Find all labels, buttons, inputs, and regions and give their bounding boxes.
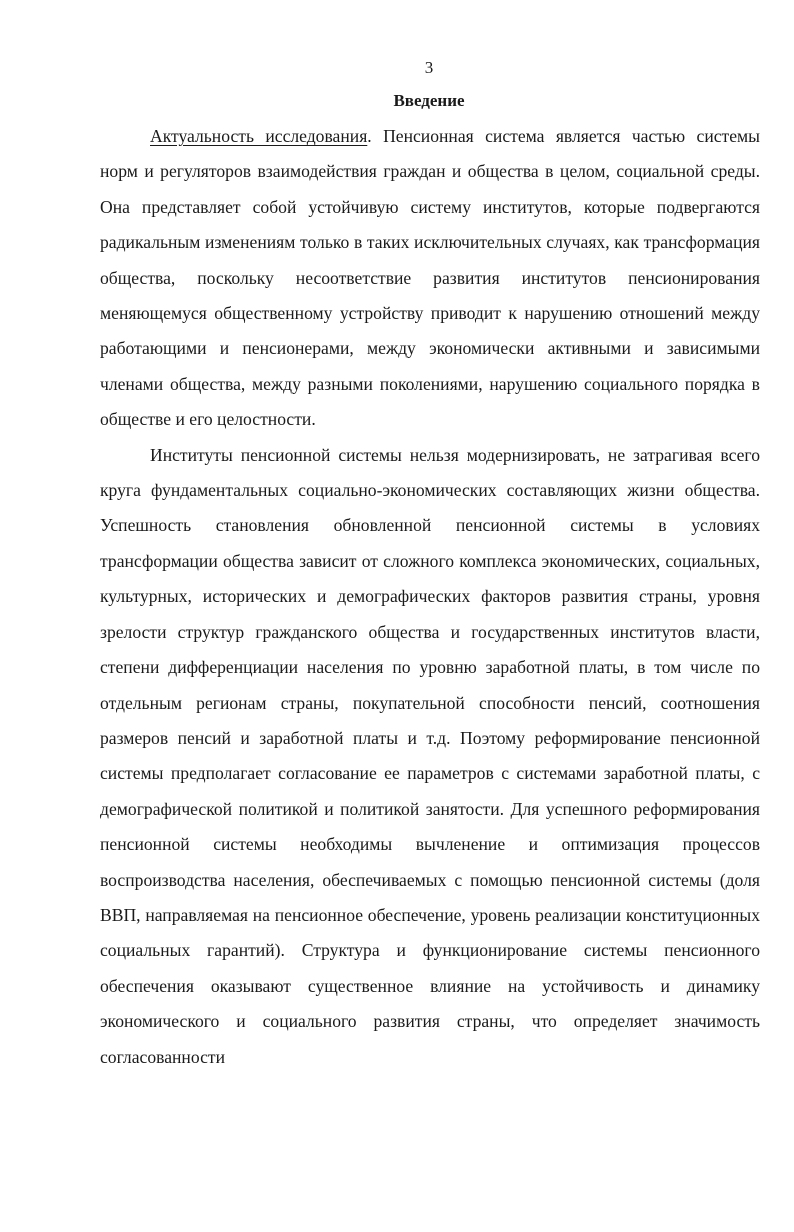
paragraph-relevance	[100, 119, 760, 438]
paragraph-text: Институты пенсионной системы нельзя модернизировать, не затрагивая всего круга фундаментальных социально-экономических составляющих жизни общества. Успешность становления обновленной пенсионной системы в условиях трансформации общества зависит от сложного комплекса экономических, социальных, культурных, исторических и демографических факторов развития страны, уровня зрелости структур гражданского общества и государственных институтов власти, степени дифференциации населения по уровню заработной платы, в том числе по отдельным регионам страны, покупательной способности пенсий, соотношения размеров пенсий и заработной платы и т.д. Поэтому реформирование пенсионной системы предполагает согласование ее параметров с системами заработной платы, с демографической политикой и политикой занятости. Для успешного реформирования пенсионной системы необходимы вычленение и оптимизация процессов воспроизводства населения, обеспечиваемых с помощью пенсионной системы (доля ВВП, направляемая на пенсионное обеспечение, уровень реализации конституционных социальных гарантий). Структура и функционирование системы пенсионного обеспечения оказывают существенное влияние на устойчивость и динамику экономического и социального развития страны, что определяет значимость согласованности	[100, 444, 760, 1067]
paragraph-lead-punct: .	[367, 126, 372, 146]
section-heading: Введение	[393, 91, 465, 110]
body-text	[100, 119, 760, 1075]
paragraph-institutions	[100, 438, 760, 1075]
paragraph-text: Пенсионная система является частью системы норм и регуляторов взаимодействия граждан и общества в целом, социальной среды. Она представляет собой устойчивую систему институтов, которые подвергаются радикальным изменениям только в таких исключительных случаях, как трансформация общества, поскольку несоответствие развития институтов пенсионирования меняющемуся общественному устройству приводит к нарушению отношений между работающими и пенсионерами, между экономически активными и зависимыми членами общества, между разными поколениями, нарушению социального порядка в обществе и его целостности.	[100, 126, 760, 430]
page-number: 3	[424, 58, 434, 77]
paragraph-lead-term: Актуальность исследования	[150, 126, 368, 146]
